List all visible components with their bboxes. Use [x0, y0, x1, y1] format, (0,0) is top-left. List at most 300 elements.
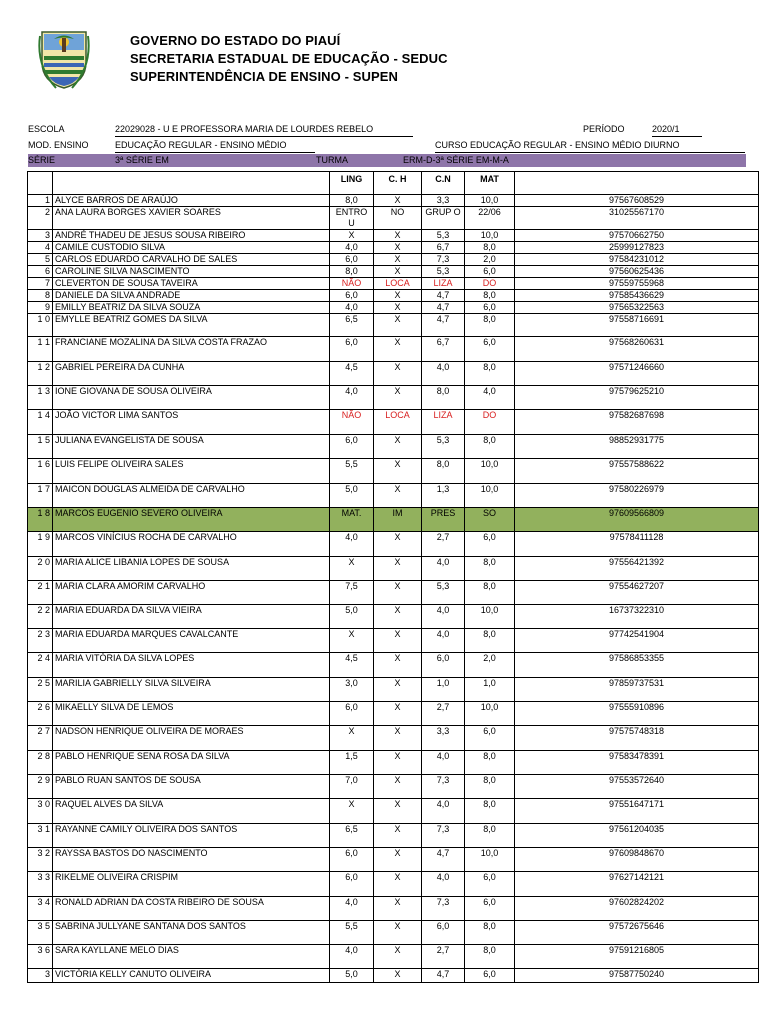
row-number: 1 5 [28, 435, 53, 459]
grade-cn: PRES [422, 508, 465, 532]
phone-number: 97572675646 [515, 921, 759, 945]
table-row [28, 484, 759, 508]
grade-cn: 4,0 [422, 629, 465, 653]
row-number: 3 [28, 969, 53, 983]
grade-ling: 6,5 [330, 314, 374, 337]
mod-ensino-value: EDUCAÇÃO REGULAR - ENSINO MÉDIO [115, 140, 315, 153]
table-row [28, 230, 759, 242]
grade-ling: 4,0 [330, 242, 374, 254]
turma-value: ERM-D-3ª SÉRIE EM-M-A [403, 155, 509, 165]
grade-ling: 6,0 [330, 290, 374, 302]
student-name: EMILLY BEATRIZ DA SILVA SOUZA [53, 302, 330, 314]
grade-ling: 5,5 [330, 459, 374, 484]
row-number: 3 [28, 230, 53, 242]
grade-ling: 5,5 [330, 921, 374, 945]
phone-number: 97559755968 [515, 278, 759, 290]
grade-cn: 8,0 [422, 459, 465, 484]
grade-cn: 1,0 [422, 678, 465, 702]
phone-number: 97568260631 [515, 337, 759, 362]
student-name: MARIA EDUARDA DA SILVA VIEIRA [53, 605, 330, 629]
grade-mat: 6,0 [465, 532, 515, 557]
phone-number: 97627142121 [515, 872, 759, 897]
table-row [28, 195, 759, 207]
student-name: SABRINA JULLYANE SANTANA DOS SANTOS [53, 921, 330, 945]
grade-mat: DO [465, 410, 515, 435]
grade-ch: X [374, 337, 422, 362]
row-number: 3 0 [28, 799, 53, 824]
phone-number: 97556421392 [515, 557, 759, 581]
grade-ling: 4,5 [330, 653, 374, 678]
grade-mat: 8,0 [465, 557, 515, 581]
grade-ling: ENTRO U [330, 207, 374, 230]
grade-cn: 4,0 [422, 557, 465, 581]
row-number: 2 5 [28, 678, 53, 702]
row-number: 2 7 [28, 726, 53, 751]
grade-ling: NÃO [330, 278, 374, 290]
grade-ch: X [374, 726, 422, 751]
grade-mat: 8,0 [465, 921, 515, 945]
student-name: MARCOS VINÍCIUS ROCHA DE CARVALHO [53, 532, 330, 557]
student-name: PABLO HENRIQUE SENA ROSA DA SILVA [53, 751, 330, 775]
grade-mat: 8,0 [465, 751, 515, 775]
table-row [28, 581, 759, 605]
phone-number: 97584231012 [515, 254, 759, 266]
table-row [28, 278, 759, 290]
phone-number: 97587750240 [515, 969, 759, 983]
table-row [28, 921, 759, 945]
serie-value: 3ª SÉRIE EM [115, 155, 169, 165]
row-number: 2 6 [28, 702, 53, 726]
phone-number: 31025567170 [515, 207, 759, 230]
grade-ch: X [374, 775, 422, 799]
phone-number: 97567608529 [515, 195, 759, 207]
table-row [28, 678, 759, 702]
grade-ch: X [374, 629, 422, 653]
phone-number: 97554627207 [515, 581, 759, 605]
student-name: MARIA ALICE LIBANIA LOPES DE SOUSA [53, 557, 330, 581]
table-row [28, 254, 759, 266]
grade-ling: 6,0 [330, 702, 374, 726]
row-number: 2 8 [28, 751, 53, 775]
phone-number: 97583478391 [515, 751, 759, 775]
grade-mat: 6,0 [465, 969, 515, 983]
table-row [28, 824, 759, 848]
student-name: SARA KAYLLANE MELO DIAS [53, 945, 330, 969]
grade-ling: X [330, 799, 374, 824]
escola-label: ESCOLA [28, 124, 65, 134]
row-number: 3 4 [28, 897, 53, 921]
student-name: FRANCIANE MOZALINA DA SILVA COSTA FRAZAO [53, 337, 330, 362]
phone-number: 97570662750 [515, 230, 759, 242]
grade-ling: 7,5 [330, 581, 374, 605]
col-header-phone [515, 172, 759, 195]
grade-mat: 2,0 [465, 254, 515, 266]
student-name: CLEVERTON DE SOUSA TAVEIRA [53, 278, 330, 290]
grade-ch: X [374, 290, 422, 302]
table-row [28, 266, 759, 278]
phone-number: 97580226979 [515, 484, 759, 508]
row-number: 3 5 [28, 921, 53, 945]
grade-ch: X [374, 230, 422, 242]
grade-mat: 8,0 [465, 581, 515, 605]
grade-cn: 2,7 [422, 945, 465, 969]
table-row [28, 799, 759, 824]
grade-ling: 4,5 [330, 362, 374, 386]
grade-ling: X [330, 629, 374, 653]
phone-number: 97571246660 [515, 362, 759, 386]
grade-mat: 10,0 [465, 484, 515, 508]
mod-ensino-label: MOD. ENSINO [28, 140, 89, 150]
row-number: 1 7 [28, 484, 53, 508]
row-number: 8 [28, 290, 53, 302]
grade-ch: X [374, 872, 422, 897]
row-number: 1 2 [28, 362, 53, 386]
student-name: RAYANNE CAMILY OLIVEIRA DOS SANTOS [53, 824, 330, 848]
phone-number: 97579625210 [515, 386, 759, 410]
grade-cn: 4,0 [422, 362, 465, 386]
grade-cn: 5,3 [422, 230, 465, 242]
phone-number: 97561204035 [515, 824, 759, 848]
phone-number: 97742541904 [515, 629, 759, 653]
grade-ch: X [374, 897, 422, 921]
row-number: 2 9 [28, 775, 53, 799]
grade-mat: 8,0 [465, 290, 515, 302]
grade-ling: 5,0 [330, 605, 374, 629]
row-number: 7 [28, 278, 53, 290]
grade-ch: X [374, 678, 422, 702]
row-number: 1 6 [28, 459, 53, 484]
phone-number: 97586853355 [515, 653, 759, 678]
grade-ch: X [374, 605, 422, 629]
grade-ling: 6,5 [330, 824, 374, 848]
grade-cn: 5,3 [422, 266, 465, 278]
grade-ling: 6,0 [330, 872, 374, 897]
phone-number: 16737322310 [515, 605, 759, 629]
row-number: 9 [28, 302, 53, 314]
col-header-name [53, 172, 330, 195]
periodo-label: PERÍODO [583, 124, 625, 134]
grade-ch: X [374, 362, 422, 386]
grade-mat: 8,0 [465, 799, 515, 824]
grades-table [27, 171, 759, 983]
grade-ling: X [330, 557, 374, 581]
grade-cn: 7,3 [422, 775, 465, 799]
grade-cn: 6,7 [422, 337, 465, 362]
grade-mat: 10,0 [465, 230, 515, 242]
phone-number: 97609566809 [515, 508, 759, 532]
grade-ch: X [374, 195, 422, 207]
row-number: 1 [28, 195, 53, 207]
grade-mat: 2,0 [465, 653, 515, 678]
grade-ch: X [374, 484, 422, 508]
row-number: 2 2 [28, 605, 53, 629]
grade-ch: X [374, 386, 422, 410]
student-name: EMYLLE BEATRIZ GOMES DA SILVA [53, 314, 330, 337]
table-row [28, 207, 759, 230]
phone-number: 97582687698 [515, 410, 759, 435]
row-number: 3 3 [28, 872, 53, 897]
grade-cn: 5,3 [422, 581, 465, 605]
grade-cn: 6,0 [422, 921, 465, 945]
grade-cn: 4,7 [422, 314, 465, 337]
student-name: IONE GIOVANA DE SOUSA OLIVEIRA [53, 386, 330, 410]
table-row [28, 605, 759, 629]
grade-cn: 4,7 [422, 848, 465, 872]
student-name: MARILIA GABRIELLY SILVA SILVEIRA [53, 678, 330, 702]
phone-number: 97578411128 [515, 532, 759, 557]
col-header-mat: MAT [465, 172, 515, 195]
col-header-num [28, 172, 53, 195]
phone-number: 97565322563 [515, 302, 759, 314]
student-name: DANIELE DA SILVA ANDRADE [53, 290, 330, 302]
table-row [28, 726, 759, 751]
grade-ling: X [330, 726, 374, 751]
grade-mat: 8,0 [465, 314, 515, 337]
grade-ch: X [374, 945, 422, 969]
col-header-ling: LING [330, 172, 374, 195]
student-name: ANA LAURA BORGES XAVIER SOARES [53, 207, 330, 230]
grade-mat: 6,0 [465, 266, 515, 278]
grade-cn: 5,3 [422, 435, 465, 459]
grade-mat: 6,0 [465, 872, 515, 897]
table-row [28, 775, 759, 799]
grade-cn: LIZA [422, 278, 465, 290]
student-name: CAROLINE SILVA NASCIMENTO [53, 266, 330, 278]
grade-ling: 4,0 [330, 386, 374, 410]
grade-cn: 8,0 [422, 386, 465, 410]
student-name: CAMILE CUSTODIO SILVA [53, 242, 330, 254]
row-number: 1 4 [28, 410, 53, 435]
table-row [28, 362, 759, 386]
table-row [28, 459, 759, 484]
grade-ch: LOCA [374, 278, 422, 290]
grade-ch: X [374, 824, 422, 848]
table-row [28, 242, 759, 254]
student-name: MARIA VITÓRIA DA SILVA LOPES [53, 653, 330, 678]
grade-mat: 8,0 [465, 362, 515, 386]
grade-mat: 10,0 [465, 195, 515, 207]
phone-number: 97560625436 [515, 266, 759, 278]
grade-cn: 4,7 [422, 969, 465, 983]
row-number: 2 4 [28, 653, 53, 678]
grade-cn: 7,3 [422, 824, 465, 848]
grade-ling: X [330, 230, 374, 242]
grade-cn: 4,7 [422, 302, 465, 314]
student-name: RAQUEL ALVES DA SILVA [53, 799, 330, 824]
grade-mat: 10,0 [465, 459, 515, 484]
grade-mat: 8,0 [465, 775, 515, 799]
grade-mat: DO [465, 278, 515, 290]
grade-mat: 10,0 [465, 848, 515, 872]
phone-number: 97585436629 [515, 290, 759, 302]
grade-ling: 1,5 [330, 751, 374, 775]
grade-ling: MAT. [330, 508, 374, 532]
grade-cn: 4,0 [422, 751, 465, 775]
table-row [28, 290, 759, 302]
grade-mat: SO [465, 508, 515, 532]
table-row [28, 435, 759, 459]
escola-value: 22029028 - U E PROFESSORA MARIA DE LOURDES REBELO [115, 124, 413, 137]
grade-mat: 8,0 [465, 242, 515, 254]
row-number: 1 0 [28, 314, 53, 337]
grade-ch: X [374, 254, 422, 266]
table-row [28, 702, 759, 726]
table-row [28, 410, 759, 435]
grade-cn: 2,7 [422, 702, 465, 726]
phone-number: 98852931775 [515, 435, 759, 459]
grade-ling: 5,0 [330, 484, 374, 508]
piaui-coat-of-arms-icon [36, 26, 92, 90]
phone-number: 97558716691 [515, 314, 759, 337]
student-name: MARCOS EUGENIO SEVERO OLIVEIRA [53, 508, 330, 532]
phone-number: 97551647171 [515, 799, 759, 824]
grade-cn: 7,3 [422, 254, 465, 266]
government-title: GOVERNO DO ESTADO DO PIAUÍ [130, 33, 341, 48]
student-name: ANDRÉ THADEU DE JESUS SOUSA RIBEIRO [53, 230, 330, 242]
grade-cn: 3,3 [422, 195, 465, 207]
grade-mat: 8,0 [465, 824, 515, 848]
student-name: RAYSSA BASTOS DO NASCIMENTO [53, 848, 330, 872]
grade-ch: X [374, 653, 422, 678]
table-row [28, 969, 759, 983]
grade-ch: X [374, 302, 422, 314]
grade-cn: 6,7 [422, 242, 465, 254]
grade-mat: 8,0 [465, 945, 515, 969]
grade-ch: X [374, 921, 422, 945]
grade-ling: 7,0 [330, 775, 374, 799]
table-row [28, 751, 759, 775]
student-name: RONALD ADRIAN DA COSTA RIBEIRO DE SOUSA [53, 897, 330, 921]
col-header-ch: C. H [374, 172, 422, 195]
student-name: NADSON HENRIQUE OLIVEIRA DE MORAES [53, 726, 330, 751]
grade-cn: LIZA [422, 410, 465, 435]
row-number: 2 3 [28, 629, 53, 653]
student-name: JULIANA EVANGELISTA DE SOUSA [53, 435, 330, 459]
grade-mat: 6,0 [465, 337, 515, 362]
row-number: 6 [28, 266, 53, 278]
grade-ling: 5,0 [330, 969, 374, 983]
student-name: GABRIEL PEREIRA DA CUNHA [53, 362, 330, 386]
grade-ch: X [374, 751, 422, 775]
grade-mat: 1,0 [465, 678, 515, 702]
row-number: 3 2 [28, 848, 53, 872]
student-name: MIKAELLY SILVA DE LEMOS [53, 702, 330, 726]
grade-ling: NÃO [330, 410, 374, 435]
grade-ling: 3,0 [330, 678, 374, 702]
grade-ch: LOCA [374, 410, 422, 435]
grade-ch: X [374, 702, 422, 726]
row-number: 5 [28, 254, 53, 266]
table-row [28, 897, 759, 921]
table-row [28, 337, 759, 362]
row-number: 1 8 [28, 508, 53, 532]
superintendency-title: SUPERINTENDÊNCIA DE ENSINO - SUPEN [130, 69, 399, 84]
row-number: 2 1 [28, 581, 53, 605]
phone-number: 25999127823 [515, 242, 759, 254]
grade-ch: X [374, 848, 422, 872]
grade-mat: 22/06 [465, 207, 515, 230]
grade-mat: 6,0 [465, 302, 515, 314]
grade-ling: 6,0 [330, 848, 374, 872]
turma-label: TURMA [316, 155, 348, 165]
table-row [28, 386, 759, 410]
table-row [28, 532, 759, 557]
table-row [28, 314, 759, 337]
phone-number: 97609848670 [515, 848, 759, 872]
row-number: 3 1 [28, 824, 53, 848]
grade-mat: 10,0 [465, 605, 515, 629]
phone-number: 97575748318 [515, 726, 759, 751]
grade-mat: 4,0 [465, 386, 515, 410]
grade-ch: X [374, 557, 422, 581]
grade-cn: 3,3 [422, 726, 465, 751]
student-name: MARIA EDUARDA MARQUES CAVALCANTE [53, 629, 330, 653]
table-row [28, 653, 759, 678]
document-header [30, 26, 750, 96]
grade-ch: X [374, 581, 422, 605]
grade-ling: 6,0 [330, 435, 374, 459]
grade-ch: X [374, 314, 422, 337]
row-number: 2 0 [28, 557, 53, 581]
grade-ling: 4,0 [330, 945, 374, 969]
grade-mat: 6,0 [465, 726, 515, 751]
row-number: 3 6 [28, 945, 53, 969]
row-number: 1 3 [28, 386, 53, 410]
grade-cn: 1,3 [422, 484, 465, 508]
secretariat-title: SECRETARIA ESTADUAL DE EDUCAÇÃO - SEDUC [130, 51, 448, 66]
grade-ch: X [374, 969, 422, 983]
table-row [28, 945, 759, 969]
grade-ling: 6,0 [330, 337, 374, 362]
col-header-cn: C.N [422, 172, 465, 195]
grade-ling: 8,0 [330, 266, 374, 278]
table-row [28, 848, 759, 872]
grade-cn: GRUP O [422, 207, 465, 230]
table-row [28, 508, 759, 532]
grade-mat: 8,0 [465, 629, 515, 653]
grade-mat: 8,0 [465, 435, 515, 459]
grade-ch: X [374, 532, 422, 557]
curso-value: CURSO EDUCAÇÃO REGULAR - ENSINO MÉDIO DIURNO [435, 140, 745, 153]
student-name: RIKELME OLIVEIRA CRISPIM [53, 872, 330, 897]
phone-number: 97557588622 [515, 459, 759, 484]
grade-cn: 4,7 [422, 290, 465, 302]
student-name: JOÃO VICTOR LIMA SANTOS [53, 410, 330, 435]
serie-label: SÉRIE [28, 155, 56, 165]
grade-ch: X [374, 435, 422, 459]
row-number: 1 9 [28, 532, 53, 557]
table-row [28, 629, 759, 653]
grade-cn: 4,0 [422, 872, 465, 897]
grade-ch: X [374, 266, 422, 278]
row-number: 4 [28, 242, 53, 254]
phone-number: 97553572640 [515, 775, 759, 799]
student-name: PABLO RUAN SANTOS DE SOUSA [53, 775, 330, 799]
table-row [28, 302, 759, 314]
phone-number: 97859737531 [515, 678, 759, 702]
grade-ch: IM [374, 508, 422, 532]
grade-cn: 6,0 [422, 653, 465, 678]
table-row [28, 557, 759, 581]
grade-ch: X [374, 242, 422, 254]
table-row [28, 872, 759, 897]
table-header-row [28, 172, 759, 195]
grade-cn: 4,0 [422, 605, 465, 629]
grade-ling: 8,0 [330, 195, 374, 207]
grade-ling: 6,0 [330, 254, 374, 266]
student-name: VICTÓRIA KELLY CANUTO OLIVEIRA [53, 969, 330, 983]
student-name: CARLOS EDUARDO CARVALHO DE SALES [53, 254, 330, 266]
